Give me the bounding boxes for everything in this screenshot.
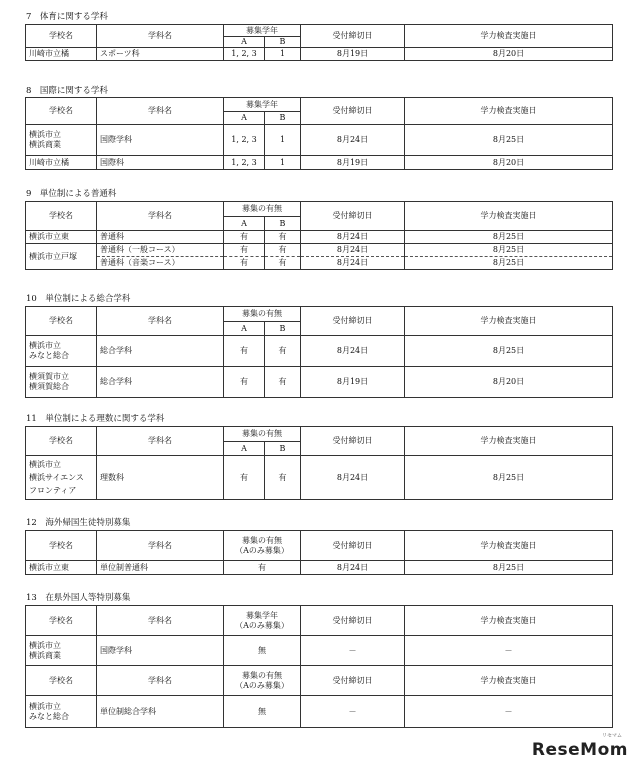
cell-exam: 8月25日 — [405, 244, 613, 257]
header-exam: 学力検査実施日 — [405, 666, 613, 696]
cell-exam: 8月20日 — [405, 48, 613, 61]
header-deadline: 受付締切日 — [301, 202, 405, 231]
cell-b: 1 — [265, 125, 301, 156]
header-exam: 学力検査実施日 — [405, 98, 613, 125]
cell-dept: 国際学科 — [97, 636, 224, 666]
cell-school: 横浜市立東 — [26, 231, 97, 244]
cell-dept: 総合学科 — [97, 336, 224, 367]
cell-deadline: 8月19日 — [301, 48, 405, 61]
cell-b: 1 — [265, 48, 301, 61]
cell-b: 有 — [265, 336, 301, 367]
cell-a: 有 — [224, 456, 265, 500]
cell-exam: 8月20日 — [405, 367, 613, 398]
table-section-11 — [25, 426, 613, 500]
header-a: A — [224, 442, 265, 456]
cell-school: 川崎市立橘 — [26, 48, 97, 61]
cell-deadline: 8月24日 — [301, 561, 405, 575]
section-title: 9 単位制による普通科 — [26, 189, 117, 199]
cell-exam: 8月25日 — [405, 336, 613, 367]
section-title: 11 単位制による理数に関する学科 — [26, 414, 165, 424]
cell-deadline: 8月19日 — [301, 367, 405, 398]
cell-a: 1, 2, 3 — [224, 156, 265, 170]
header-deadline: 受付締切日 — [301, 606, 405, 636]
cell-exam: 8月25日 — [405, 561, 613, 575]
header-school: 学校名 — [26, 98, 97, 125]
cell-deadline: 8月24日 — [301, 456, 405, 500]
cell-deadline: 8月24日 — [301, 257, 405, 270]
table-row — [26, 156, 613, 170]
header-a: A — [224, 322, 265, 336]
cell-school: 横浜市立 横浜商業 — [26, 636, 97, 666]
cell-school: 横浜市立東 — [26, 561, 97, 575]
table-row — [26, 48, 613, 61]
section-title: 10 単位制による総合学科 — [26, 294, 131, 304]
table-row — [26, 125, 613, 156]
cell-exam: 8月25日 — [405, 231, 613, 244]
table-row — [26, 696, 613, 728]
cell-school: 横浜市立戸塚 — [26, 244, 97, 270]
cell-dept: 国際学科 — [97, 125, 224, 156]
table-row — [26, 636, 613, 666]
header-school: 学校名 — [26, 25, 97, 48]
cell-school: 横浜市立 みなと総合 — [26, 336, 97, 367]
header-deadline: 受付締切日 — [301, 25, 405, 48]
cell-exam: 8月25日 — [405, 125, 613, 156]
cell-exam: 8月25日 — [405, 257, 613, 270]
header-school: 学校名 — [26, 427, 97, 456]
header-exam: 学力検査実施日 — [405, 307, 613, 336]
header-exam: 学力検査実施日 — [405, 427, 613, 456]
header-b: B — [265, 112, 301, 125]
cell-dept: 理数科 — [97, 456, 224, 500]
table-section-9 — [25, 201, 613, 270]
cell-dept: 普通科（音楽コース） — [97, 257, 224, 270]
header-exam: 学力検査実施日 — [405, 25, 613, 48]
cell-school: 横浜市立 横浜サイエンス フロンティア — [26, 456, 97, 500]
cell-a: 1, 2, 3 — [224, 125, 265, 156]
cell-b: 有 — [265, 456, 301, 500]
logo-subtext: リセマム — [602, 733, 622, 739]
cell-dept: 普通科（一般コース） — [97, 244, 224, 257]
cell-dept: 単位制普通科 — [97, 561, 224, 575]
cell-deadline: 8月19日 — [301, 156, 405, 170]
cell-exam: 8月25日 — [405, 456, 613, 500]
header-presence: 募集の有無 — [224, 202, 301, 217]
header-deadline: 受付締切日 — [301, 531, 405, 561]
cell-exam: － — [405, 696, 613, 728]
cell-school: 横須賀市立 横須賀総合 — [26, 367, 97, 398]
cell-deadline: － — [301, 636, 405, 666]
cell-deadline: 8月24日 — [301, 125, 405, 156]
header-a: A — [224, 37, 265, 48]
cell-value: 無 — [224, 636, 301, 666]
table-row — [26, 456, 613, 500]
header-deadline: 受付締切日 — [301, 427, 405, 456]
cell-exam: 8月20日 — [405, 156, 613, 170]
table-row — [26, 336, 613, 367]
cell-a: 1, 2, 3 — [224, 48, 265, 61]
header-dept: 学科名 — [97, 202, 224, 231]
resemom-logo: ReseMom — [531, 740, 628, 760]
header-b: B — [265, 322, 301, 336]
header-deadline: 受付締切日 — [301, 98, 405, 125]
cell-b: 有 — [265, 231, 301, 244]
table-row — [26, 257, 613, 270]
header-exam: 学力検査実施日 — [405, 202, 613, 231]
cell-b: 有 — [265, 257, 301, 270]
header-a: A — [224, 217, 265, 231]
header-dept: 学科名 — [97, 98, 224, 125]
header-dept: 学科名 — [97, 606, 224, 636]
table-section-10 — [25, 306, 613, 398]
header-b: B — [265, 442, 301, 456]
header-school: 学校名 — [26, 666, 97, 696]
section-title: 7 体育に関する学科 — [26, 12, 108, 22]
cell-deadline: － — [301, 696, 405, 728]
cell-deadline: 8月24日 — [301, 244, 405, 257]
table-section-12 — [25, 530, 613, 575]
cell-b: 有 — [265, 367, 301, 398]
cell-dept: 単位制総合学科 — [97, 696, 224, 728]
table-section-7 — [25, 24, 613, 61]
section-title: 8 国際に関する学科 — [26, 86, 108, 96]
cell-b: 有 — [265, 244, 301, 257]
header-presence: 募集の有無 — [224, 427, 301, 442]
table-row — [26, 231, 613, 244]
header-school: 学校名 — [26, 606, 97, 636]
section-title: 13 在県外国人等特別募集 — [26, 593, 131, 603]
cell-dept: 総合学科 — [97, 367, 224, 398]
header-dept: 学科名 — [97, 531, 224, 561]
header-grade: 募集学年 — [224, 98, 301, 112]
table-row — [26, 244, 613, 257]
header-dept: 学科名 — [97, 666, 224, 696]
header-exam: 学力検査実施日 — [405, 606, 613, 636]
header-dept: 学科名 — [97, 25, 224, 48]
cell-a: 有 — [224, 244, 265, 257]
header-presence-a-only: 募集の有無 （Aのみ募集） — [224, 666, 301, 696]
cell-school: 横浜市立 みなと総合 — [26, 696, 97, 728]
cell-exam: － — [405, 636, 613, 666]
cell-value: 無 — [224, 696, 301, 728]
cell-dept: 普通科 — [97, 231, 224, 244]
header-dept: 学科名 — [97, 307, 224, 336]
header-presence-a-only: 募集の有無 （Aのみ募集） — [224, 531, 301, 561]
cell-value: 有 — [224, 561, 301, 575]
cell-school: 横浜市立 横浜商業 — [26, 125, 97, 156]
cell-b: 1 — [265, 156, 301, 170]
header-presence: 募集の有無 — [224, 307, 301, 322]
header-grade-a-only: 募集学年 （Aのみ募集） — [224, 606, 301, 636]
cell-deadline: 8月24日 — [301, 336, 405, 367]
cell-dept: 国際科 — [97, 156, 224, 170]
table-row — [26, 367, 613, 398]
cell-deadline: 8月24日 — [301, 231, 405, 244]
cell-school: 川崎市立橘 — [26, 156, 97, 170]
header-school: 学校名 — [26, 531, 97, 561]
header-b: B — [265, 217, 301, 231]
header-deadline: 受付締切日 — [301, 307, 405, 336]
header-dept: 学科名 — [97, 427, 224, 456]
header-a: A — [224, 112, 265, 125]
header-school: 学校名 — [26, 307, 97, 336]
cell-dept: スポーツ科 — [97, 48, 224, 61]
cell-a: 有 — [224, 231, 265, 244]
header-exam: 学力検査実施日 — [405, 531, 613, 561]
cell-a: 有 — [224, 336, 265, 367]
cell-a: 有 — [224, 257, 265, 270]
table-section-13 — [25, 605, 613, 728]
table-row — [26, 561, 613, 575]
header-school: 学校名 — [26, 202, 97, 231]
cell-a: 有 — [224, 367, 265, 398]
header-deadline: 受付締切日 — [301, 666, 405, 696]
header-b: B — [265, 37, 301, 48]
section-title: 12 海外帰国生徒特別募集 — [26, 518, 131, 528]
table-section-8 — [25, 97, 613, 170]
header-grade: 募集学年 — [224, 25, 301, 37]
